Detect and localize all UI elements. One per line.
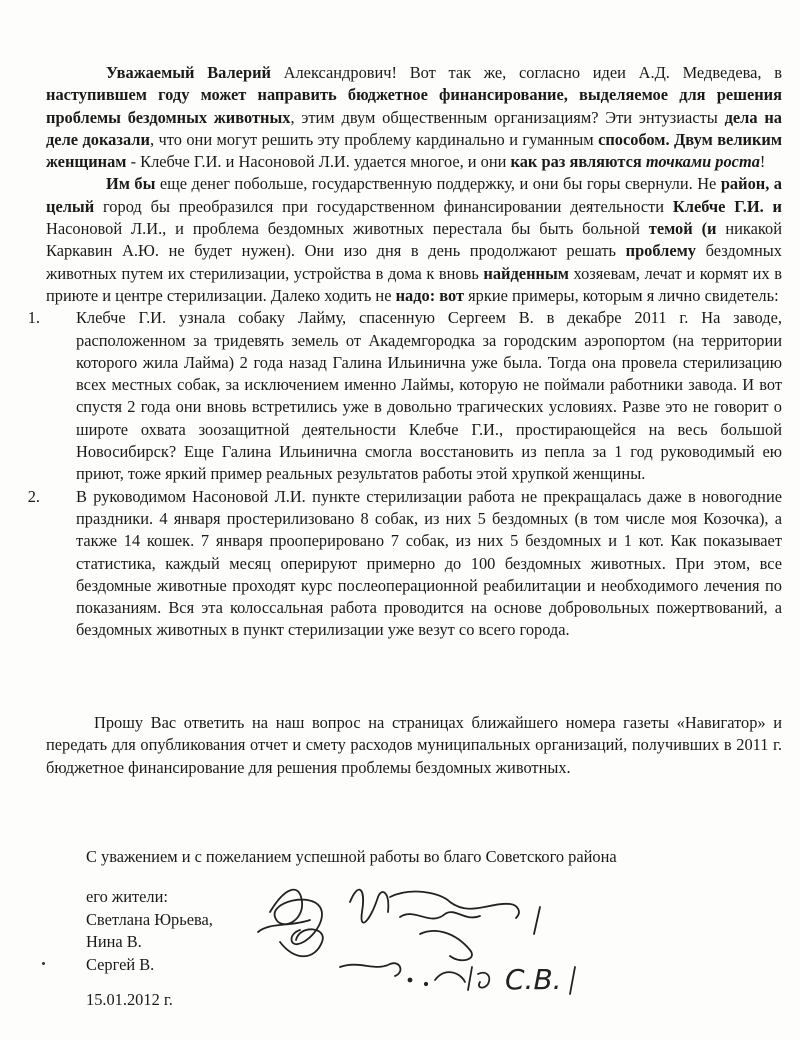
examples-list: [27, 307, 782, 641]
text-span: Насоновой Л.И., и проблема бездомных животных перестала бы быть больной: [46, 219, 649, 239]
bold-span: темой (и: [648, 219, 717, 239]
text-span: еще денег побольше, государственную поддержку, и они бы горы свернули. Не: [155, 174, 721, 194]
text-span: хозяевам, лечат и кормят их в приюте и центре стерилизации. Далеко ходить не: [46, 263, 782, 305]
signature-stroke: [400, 912, 480, 918]
signature-dot: [409, 979, 412, 982]
request-paragraph: [46, 712, 782, 779]
text-span: город бы преобразился при государственном финансировании деятельности: [94, 196, 673, 216]
signer-name: Светлана Юрьева,: [86, 909, 213, 929]
salutation: Уважаемый Валерий: [106, 63, 271, 82]
signers-block: [86, 886, 213, 976]
text-span: никакой Каркавин А.Ю. не будет нужен). Они изо дня в день продолжают решать: [46, 219, 782, 261]
list-number: 2.: [27, 486, 40, 506]
text-span: Александрович! Вот так же, согласно идеи А.Д. Медведева, в: [270, 63, 782, 82]
handwritten-signatures: [240, 872, 620, 1002]
signers-intro: его жители:: [86, 887, 168, 906]
stray-mark: [42, 962, 45, 965]
signature-stroke: [340, 963, 400, 976]
text-span: , этим двум общественным организациям? Эти энтузиасты: [290, 107, 725, 127]
text-span: бездомных животных путем их стерилизации, устройства в дома к вновь: [46, 241, 782, 283]
text-span: яркие примеры, которым я лично свидетель:: [464, 285, 779, 305]
signature-stroke: [350, 890, 388, 923]
text-span: !: [759, 152, 766, 172]
letter-body: [27, 62, 783, 642]
bold-span: район, а целый: [46, 174, 782, 216]
signer-name: Сергей В.: [86, 954, 155, 974]
signature-stroke: [570, 967, 575, 994]
request-text: Прошу Вас ответить на наш вопрос на страницах ближайшего номера газеты «Навигатор» и передать для опубликования отчет и смету расходов муниципальных организаций, получивших в 2011 г. бюджетное финансирование для решения проблемы бездомных животных.: [46, 713, 782, 777]
signature-stroke: [258, 920, 310, 932]
text-span: - Клебче Г.И. и Насоновой Л.И. удается многое, и они: [126, 152, 511, 172]
signature-initials: С.В.: [505, 963, 562, 996]
signature-dot: [425, 983, 427, 985]
closing-line: С уважением и с пожеланием успешной работы во благо Советского района: [86, 847, 617, 866]
list-item: [27, 486, 782, 642]
signature-stroke: [270, 890, 322, 945]
bold-span: как раз являются: [510, 152, 642, 172]
emphasis-growth-points: точками роста: [645, 152, 760, 172]
bold-span: надо: вот: [395, 285, 465, 305]
text-span: , что они могут решить эту проблему кардинально и гуманным: [149, 129, 599, 149]
list-number: 1.: [27, 308, 40, 328]
letter-date: 15.01.2012 г.: [86, 990, 173, 1009]
bold-span: проблему: [625, 241, 696, 261]
signature-stroke: [420, 931, 472, 960]
list-item: [27, 307, 782, 485]
bold-span: наступившем году может направить бюджетное финансирование, выделяемое для решения проблемы бездомных животных: [46, 85, 782, 127]
list-item-text: Клебче Г.И. узнала собаку Лайму, спасенную Сергеем В. в декабре 2011 г. На заводе, расположенном за тридевять земель от Академгородка за городским аэропортом (на территории которого жила Лайма) 2 года назад Галина Ильинична уже была. Тогда она провела стерилизацию всех местных собак, за исключением именно Лаймы, которую не поймали работники завода. И вот спустя 2 года они вновь встретились уже в довольно трагических условиях. Разве это не говорит о широте охвата зоозащитной деятельности Клебче Г.И., простирающейся на весь большой Новосибирск? Еще Галина Ильинична смогла восстановить из пепла за 1 год руководимый ею приют, тоже яркий пример реальных результатов работы этой хрупкой женщины.: [76, 308, 782, 484]
bold-span: найденным: [483, 263, 569, 283]
signature-stroke: [435, 967, 489, 990]
bold-span: способом. Двум великим женщинам: [46, 129, 783, 172]
paragraph-2: [46, 173, 782, 307]
signature-stroke: [534, 907, 540, 934]
list-item-text: В руководимом Насоновой Л.И. пункте стерилизации работа не прекращалась даже в новогодние праздники. 4 января простерилизовано 8 собак, из них 5 бездомных (в том числе моя Козочка), а также 14 кошек. 7 января прооперировано 7 собак, из них 5 бездомных и 1 кот. Как показывает статистика, каждый месяц оперируют примерно до 100 бездомных животных. При этом, все бездомные животные проходят курс послеоперационной реабилитации и необходимого лечения по показаниям. Вся эта колоссальная работа проводится на основе добровольных пожертвований, а бездомных животных в пункт стерилизации уже везут со всего города.: [76, 486, 782, 640]
paragraph-1: [46, 62, 782, 173]
bold-span: Клебче Г.И. и: [672, 196, 782, 216]
signer-name: Нина В.: [86, 932, 142, 951]
bold-span: дела на деле доказали: [46, 107, 782, 149]
bold-span: Им бы: [106, 174, 156, 194]
